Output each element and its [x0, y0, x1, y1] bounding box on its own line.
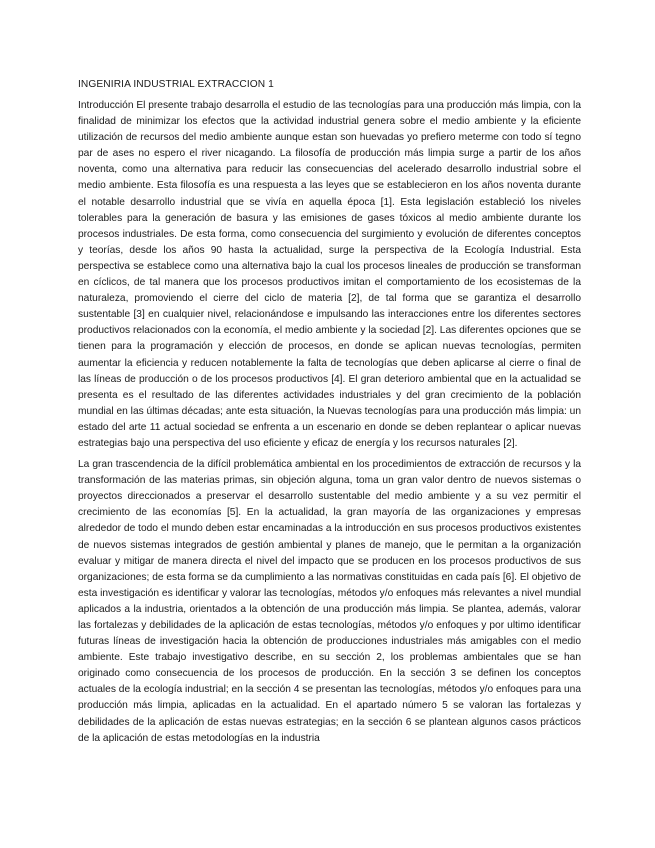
document-body	[78, 78, 581, 752]
paragraph-problematica: La gran trascendencia de la difícil problemática ambiental en los procedimientos de extracción de recursos y la transformación de las materias primas, sin objeción alguna, toma un gran valor dentro de nuevos sistemas o proyectos direccionados a preservar el desarrollo sustentable del medio ambiente y a su vez permitir el crecimiento de las economías [5]. En la actualidad, la gran mayoría de las organizaciones y empresas alrededor de todo el mundo deben estar encaminadas a la introducción en sus procesos productivos existentes de nuevos sistemas integrados de gestión ambiental y planes de manejo, que le permitan a la organización evaluar y mitigar de manera directa el nivel del impacto que se producen en los procesos productivos de sus organizaciones; de esta forma se da cumplimiento a las normativas constituidas en cada país [6]. El objetivo de esta investigación es identificar y valorar las tecnologías, métodos y/o enfoques más relevantes a nivel mundial aplicados a la industria, orientados a la obtención de una producción más limpia. Se plantea, además, valorar las fortalezas y debilidades de la aplicación de estas tecnologías, métodos y/o enfoques y por ultimo identificar futuras líneas de investigación hacia la obtención de producciones industriales más amigables con el medio ambiente. Este trabajo investigativo describe, en su sección 2, los problemas ambientales que se han originado como consecuencia de los procesos de producción. En la sección 3 se definen los conceptos actuales de la ecología industrial; en la sección 4 se presentan las tecnologías, métodos y/o enfoques para una producción más limpia, aplicadas en la actualidad. En el apartado número 5 se valoran las fortalezas y debilidades de la aplicación de estas nuevas estrategias; en la sección 6 se plantean algunos casos prácticos de la aplicación de estas metodologías en la industria	[78, 459, 581, 744]
paragraph-introduction: Introducción El presente trabajo desarrolla el estudio de las tecnologías para una producción más limpia, con la finalidad de minimizar los efectos que la actividad industrial genera sobre el medio ambiente y la eficiente utilización de recursos del medio ambiente aunque estan son huevadas yo prefiero meterme con todo sí tegno par de ases no espero el river nicagando. La filosofía de producción más limpia surge a partir de los años noventa, como una alternativa para reducir las consecuencias del acelerado desarrollo industrial sobre el medio ambiente. Esta filosofía es una respuesta a las leyes que se establecieron en los años noventa durante el notable desarrollo industrial que se vivía en aquella época [1]. Esta legislación estableció los niveles tolerables para la generación de basura y las emisiones de gases tóxicos al medio ambiente durante los procesos industriales. De esta forma, como consecuencia del surgimiento y evolución de diferentes conceptos y teorías, desde los años 90 hasta la actualidad, surge la perspectiva de la Ecología Industrial. Esta perspectiva se establece como una alternativa bajo la cual los procesos lineales de producción se transforman en cíclicos, de tal manera que los procesos productivos imitan el comportamiento de los ecosistemas de la naturaleza, promoviendo el cierre del ciclo de materia [2], de tal forma que se garantiza el desarrollo sustentable [3] en cualquier nivel, relacionándose e impulsando las interacciones entre los diferentes sectores productivos relacionados con la economía, el medio ambiente y la sociedad [2]. Las diferentes opciones que se tienen para la programación y elección de procesos, en donde se aplican nuevas tecnologías, permiten aumentar la eficiencia y reducen notablemente la falta de tecnologías que deben aplicarse al cierre o final de las líneas de producción o de los procesos productivos [4]. El gran deterioro ambiental que en la actualidad se presenta es el resultado de las diferentes actividades industriales y del gran crecimiento de la población mundial en las últimas décadas; ante esta situación, la Nuevas tecnologías para una producción más limpia: un estado del arte 11 actual sociedad se enfrenta a un escenario en donde se deben replantear o aplicar nuevas estrategias bajo una perspectiva del uso eficiente y eficaz de energía y los recursos naturales [2].	[78, 100, 581, 449]
document-title: INGENIRIA INDUSTRIAL EXTRACCION 1	[78, 79, 274, 90]
